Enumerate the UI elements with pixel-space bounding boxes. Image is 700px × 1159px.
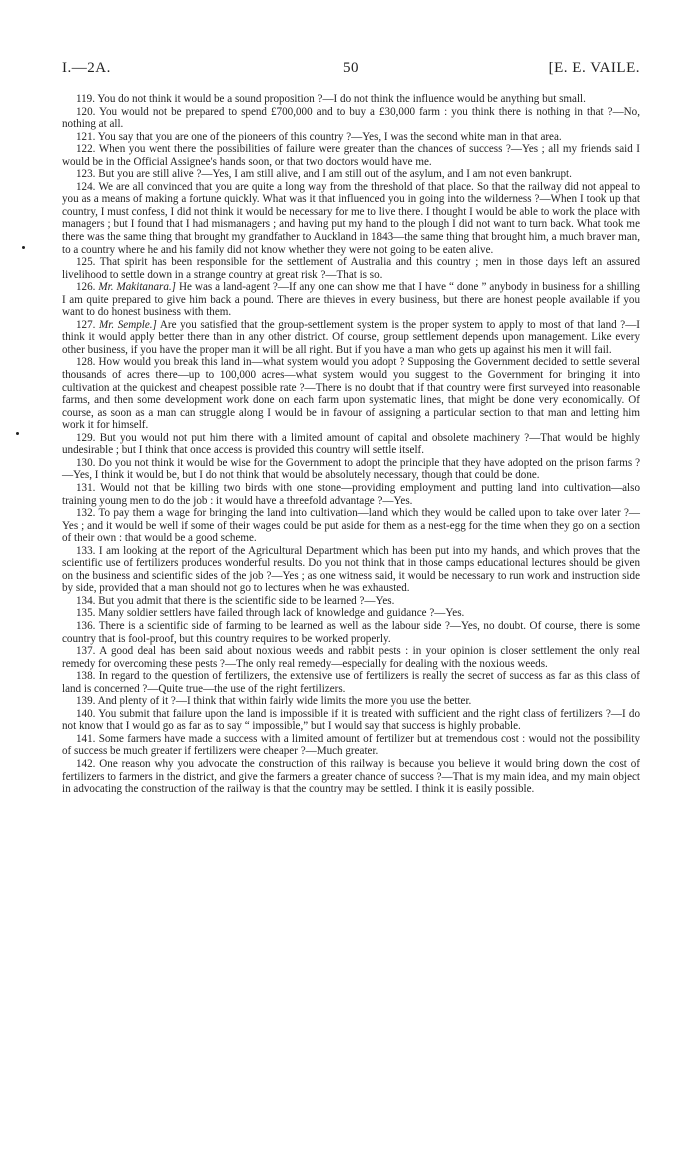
question-paragraph (62, 708, 640, 733)
speaker-name: Mr. Makitanara.] (98, 281, 176, 294)
question-paragraph (62, 595, 640, 608)
question-paragraph (62, 181, 640, 256)
question-number: 142. (76, 757, 96, 770)
question-paragraph (62, 695, 640, 708)
question-paragraph (62, 168, 640, 181)
question-text: One reason why you advocate the construction of this railway is because you believe it would bring down the cost of fertilizers to farmers in the district, and give the farmers a greater chance of success ?—That is my main idea, and my main object in advocating the construction of the railway is that the country may be settled. I think it is easily possible. (62, 757, 640, 796)
question-text: But you would not put him there with a limited amount of capital and obsolete machinery ?—That would be highly undesirable ; but I think that once access is provided this country will settle itself. (62, 431, 640, 457)
question-paragraph (62, 457, 640, 482)
question-paragraph (62, 131, 640, 144)
question-text: Many soldier settlers have failed through lack of knowledge and guidance ?—Yes. (98, 607, 465, 620)
question-number: 141. (76, 732, 96, 745)
question-number: 129. (76, 431, 96, 444)
speaker-name: Mr. Semple.] (99, 318, 157, 331)
question-text: A good deal has been said about noxious weeds and rabbit pests : in your opinion is closer settlement the only real remedy for overcoming these pests ?—The only real remedy—especially for dealing with the noxious weeds. (62, 645, 640, 670)
question-number: 120. (76, 105, 96, 118)
question-paragraph (62, 356, 640, 431)
question-text: Some farmers have made a success with a limited amount of fertilizer but at tremendous cost : would not the possibility of success be much greater if fertilizers were cheaper ?—Much greater. (62, 732, 640, 758)
question-number: 136. (76, 619, 96, 632)
question-text: When you went there the possibilities of failure were greater than the chances of success ?—Yes ; all my friends said I would be in the Official Assignee's hands soon, or that two doctors would have me. (62, 143, 640, 168)
page-header (62, 60, 640, 80)
question-paragraph (62, 607, 640, 620)
question-paragraph (62, 93, 640, 106)
question-number: 140. (76, 707, 96, 720)
question-paragraph (62, 758, 640, 796)
question-text: Would not that be killing two birds with one stone—providing employment and putting land into cultivation—also training young men to do the job : it would have a threefold advantage ?—Yes. (62, 481, 640, 507)
question-number: 121. (76, 130, 96, 143)
question-paragraph (62, 432, 640, 457)
question-number: 126. (76, 281, 96, 294)
question-paragraph (62, 733, 640, 758)
question-paragraph (62, 645, 640, 670)
document-body (62, 93, 640, 796)
question-text: And plenty of it ?—I think that within fairly wide limits the more you use the better. (97, 695, 472, 708)
question-number: 122. (76, 143, 96, 156)
question-text: To pay them a wage for bringing the land into cultivation—land which they would be called upon to take over later ?—Yes ; and it would be well if some of their wages could be put aside for them as a nest-egg for the time when they go on a section of their own : that would be a good scheme. (62, 507, 641, 545)
question-number: 132. (76, 507, 96, 520)
question-text: You would not be prepared to spend £700,000 and to buy a £30,000 farm : you think there is nothing in that ?—No, nothing at all. (62, 105, 640, 131)
question-text: That spirit has been responsible for the settlement of Australia and this country ; men in those days left an assured livelihood to settle down in a strange country at great risk ?—That is so. (62, 256, 640, 281)
question-paragraph (62, 670, 640, 695)
question-text: I am looking at the report of the Agricultural Department which has been put into my hands, and which proves that the scientific use of fertilizers produces wonderful results. Do you not think that in those camps educational lectures should be given on the business and scientific sides of the job ?—Yes ; as one witness said, it would be necessary to run work and instruction side by side, provided that a man should not go to lectures when he was exhausted. (62, 544, 640, 595)
question-number: 138. (76, 670, 96, 683)
question-text: You do not think it would be a sound proposition ?—I do not think the influence would be anything but small. (97, 93, 586, 105)
question-text: In regard to the question of fertilizers, the extensive use of fertilizers is really the secret of success as far as this class of land is concerned ?—Quite true—the use of the right fertilizers. (62, 670, 640, 695)
question-text: We are all convinced that you are quite a long way from the threshold of that place. So that the railway did not appeal to you as a means of making a fortune quickly. What was it that influenced you in going into the wilderness ?—When I took up that country, I must confess, I did not think it would be necessary for me to live there. I thought I would be able to work the place with managers ; but I found that I had mismanagers ; and having put my hand to the plough I did not want to turn back. What took me there was the same thing that brought my grandfather to Auckland in 1843—the same thing that brought him, a much braver man, to a country where he and his family did not know whether they were not going to be eaten alive. (62, 180, 640, 256)
question-text: There is a scientific side of farming to be learned as well as the labour side ?—Yes, no doubt. Of course, there is some country that is fool-proof, but this country requires to be worked properly. (62, 619, 640, 645)
question-text: But you are still alive ?—Yes, I am still alive, and I am still out of the asylum, and I am not even bankrupt. (98, 168, 572, 181)
margin-dot (16, 432, 19, 435)
question-number: 137. (76, 645, 96, 658)
witness-name: [E. E. VAILE. (548, 60, 640, 76)
question-paragraph (62, 545, 640, 595)
question-text: How would you break this land in—what system would you adopt ? Supposing the Government decided to settle several thousands of acres there—up to 100,000 acres—what system would you suggest to the Government for bringing it into cultivation at the quickest and cheapest possible rate ?—There is no doubt that if that country were first surveyed into reasonable farms, and then some development work done on each farm upon systematic lines, that might be done very economically. Of course, as soon as a man can struggle along I would be in favour of assigning a particular section to that man and letting him work it for himself. (62, 356, 640, 432)
question-number: 125. (76, 256, 96, 269)
question-text: But you admit that there is the scientific side to be learned ?—Yes. (98, 594, 395, 607)
question-text: You say that you are one of the pioneers of this country ?—Yes, I was the second white man in that area. (97, 130, 562, 143)
page-number: 50 (343, 60, 359, 76)
question-number: 131. (76, 481, 96, 494)
question-paragraph (62, 319, 640, 357)
question-number: 134. (76, 594, 96, 607)
question-number: 135. (76, 607, 96, 620)
question-paragraph (62, 281, 640, 319)
question-number: 139. (76, 695, 96, 708)
question-text: Are you satisfied that the group-settlement system is the proper system to apply to most of that land ?—I think it would apply better there than in any other district. Of course, group settlement depends upon management. Like every other business, if you have the proper man it will be all right. But if you have a man who gets up against his men it will fail. (62, 318, 640, 356)
question-paragraph (62, 482, 640, 507)
question-text: You submit that failure upon the land is impossible if it is treated with sufficient and the right class of fertilizers ?—I do not know that I would go as far as to say “ impossible,” but I would say that success is highly probable. (62, 707, 640, 733)
question-paragraph (62, 507, 640, 545)
question-text: He was a land-agent ?—If any one can show me that I have “ done ” anybody in business for a shilling I am quite prepared to give him back a pound. There are thieves in every business, but there are honest people available if you want to do honest business with them. (62, 281, 640, 319)
question-number: 127. (76, 318, 96, 331)
question-number: 133. (76, 544, 96, 557)
question-paragraph (62, 106, 640, 131)
question-number: 128. (76, 356, 96, 369)
question-paragraph (62, 143, 640, 168)
question-number: 123. (76, 168, 96, 181)
question-text: Do you not think it would be wise for the Government to adopt the principle that they have adopted on the prison farms ?—Yes, I think it would be, but I do not think that would be absolutely necessary, though that could be done. (62, 456, 640, 482)
question-number: 124. (76, 180, 96, 193)
question-paragraph (62, 620, 640, 645)
question-number: 130. (76, 456, 96, 469)
question-number: 119. (76, 93, 96, 105)
question-paragraph (62, 256, 640, 281)
margin-dot (22, 246, 25, 249)
document-reference: I.—2A. (62, 60, 111, 76)
